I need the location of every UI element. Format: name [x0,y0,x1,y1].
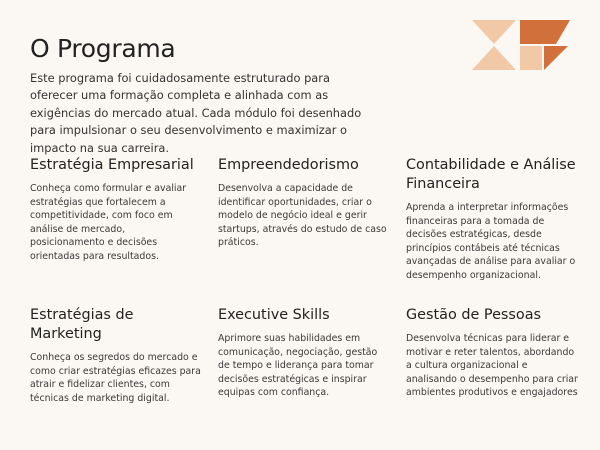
module-contabilidade [406,156,578,283]
module-title: Executive Skills [218,307,330,323]
module-title: Gestão de Pessoas [406,307,542,323]
module-description: Desenvolva a capacidade de identificar oportunidades, criar o modelo de negócio ideal e gerir startups, através do estudo de caso práticos. [218,183,387,249]
logo-shape-orange-top [520,20,570,44]
module-description: Aprenda a interpretar informações financeiras para a tomada de decisões estratégicas, desde princípios contábeis até técnicas avançadas de análise para avaliar o desempenho organizacional. [406,202,576,281]
module-marketing [30,306,202,405]
module-title: Empreendedorismo [218,157,359,173]
module-gestao-pessoas [406,306,578,400]
geometric-logo-icon [470,18,570,72]
module-title: Contabilidade e Análise Financeira [406,157,576,192]
module-title: Estratégias de Marketing [30,307,134,342]
module-title: Estratégia Empresarial [30,157,194,173]
page-title: O Programa [30,34,176,63]
module-estrategia-empresarial [30,156,202,264]
logo-shape-bottom [472,46,516,70]
module-description: Conheça como formular e avaliar estratégias que fortalecem a competitividade, com foco em análise de mercado, posicionamento e decisões orientadas para resultados. [30,183,187,262]
module-empreendedorismo [218,156,390,250]
module-executive-skills [218,306,390,400]
logo-shape-orange-bottom [544,46,568,70]
logo-shape-top [472,20,516,44]
logo-shape-light-square [520,46,542,70]
intro-paragraph: Este programa foi cuidadosamente estruturado para oferecer uma formação completa e alinhada com as exigências do mercado atual. Cada módulo foi desenhado para impulsionar o seu desenvolvimento e maximizar o impacto na sua carreira. [30,71,362,155]
module-description: Desenvolva técnicas para liderar e motivar e reter talentos, abordando a cultura organizacional e analisando o desempenho para criar ambientes produtivos e engajadores [406,333,578,399]
module-description: Conheça os segredos do mercado e como criar estratégias eficazes para atrair e fidelizar clientes, com técnicas de marketing digital. [30,352,201,404]
module-description: Aprimore suas habilidades em comunicação, negociação, gestão de tempo e liderança para tomar decisões estratégicas e inspirar equipas com confiança. [218,333,378,399]
